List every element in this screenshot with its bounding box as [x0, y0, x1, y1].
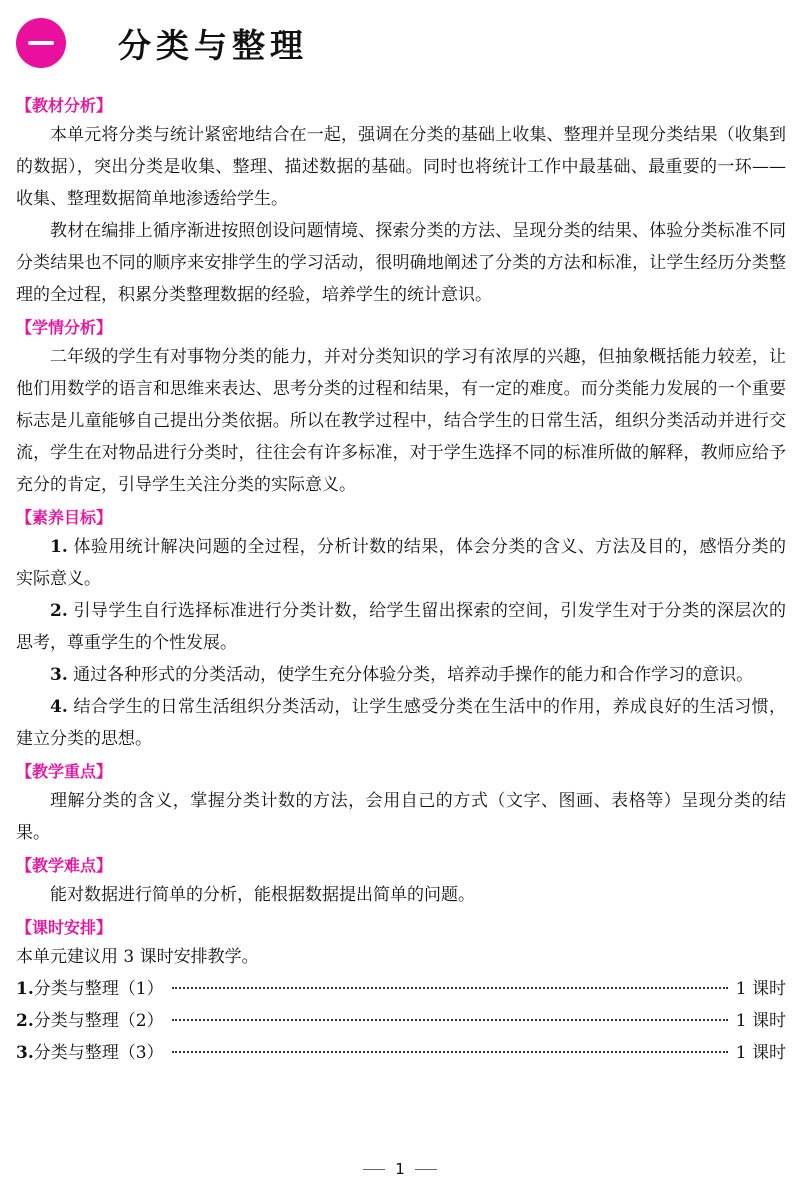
- goal-text: 引导学生自行选择标准进行分类计数，给学生留出探索的空间，引发学生对于分类的深层次的思考，尊重学生的个性发展。: [16, 601, 786, 653]
- goal-item-1: [16, 531, 786, 595]
- schedule-lesson-name: 分类与整理（3）: [33, 1043, 164, 1063]
- goal-number: 1.: [50, 537, 68, 557]
- dot-leader: [172, 1019, 728, 1021]
- section-heading-teaching-key-points: 【教学重点】: [16, 762, 113, 781]
- section-heading-teaching-difficulties: 【教学难点】: [16, 856, 113, 875]
- schedule-lesson-name: 分类与整理（2）: [33, 1011, 164, 1031]
- goal-number: 2.: [50, 601, 68, 621]
- unit-header: [16, 18, 308, 68]
- dot-leader: [172, 1051, 728, 1053]
- schedule-hours: 1 课时: [735, 1011, 786, 1031]
- schedule-hours: 1 课时: [735, 1043, 786, 1063]
- schedule-number: 2.: [16, 1011, 34, 1031]
- schedule-lesson-name: 分类与整理（1）: [33, 979, 164, 999]
- schedule-row-3: [16, 1037, 786, 1069]
- goal-item-3: [16, 659, 786, 691]
- textbook-analysis-paragraph-2: 教材在编排上循序渐进按照创设问题情境、探索分类的方法、呈现分类的结果、体验分类标准不同分类结果也不同的顺序来安排学生的学习活动，很明确地阐述了分类的方法和标准，让学生经历分类整理的全过程，积累分类整理数据的经验，培养学生的统计意识。: [16, 221, 786, 305]
- goal-text: 体验用统计解决问题的全过程，分析计数的结果，体会分类的含义、方法及目的，感悟分类的实际意义。: [16, 537, 786, 589]
- schedule-row-1: [16, 973, 786, 1005]
- section-heading-class-schedule: 【课时安排】: [16, 918, 113, 937]
- section-heading-textbook-analysis: 【教材分析】: [16, 96, 113, 115]
- goal-text: 结合学生的日常生活组织分类活动，让学生感受分类在生活中的作用，养成良好的生活习惯，建立分类的思想。: [16, 697, 786, 749]
- teaching-difficulties-paragraph: 能对数据进行简单的分析，能根据数据提出简单的问题。: [50, 885, 475, 905]
- footer-dash-right: [415, 1169, 437, 1170]
- dot-leader: [172, 987, 728, 989]
- schedule-number: 1.: [16, 979, 34, 999]
- unit-title: 分类与整理: [118, 25, 308, 65]
- unit-number-one-glyph: [28, 41, 54, 45]
- unit-number-badge: [16, 18, 66, 68]
- schedule-hours: 1 课时: [735, 979, 786, 999]
- goal-number: 4.: [50, 697, 68, 717]
- section-heading-student-analysis: 【学情分析】: [16, 318, 113, 337]
- footer-dash-left: [363, 1169, 385, 1170]
- goal-item-4: [16, 691, 786, 755]
- schedule-row-2: [16, 1005, 786, 1037]
- goal-item-2: [16, 595, 786, 659]
- schedule-number: 3.: [16, 1043, 34, 1063]
- goal-number: 3.: [50, 665, 68, 685]
- page-content: [16, 92, 786, 1069]
- section-heading-literacy-goals: 【素养目标】: [16, 508, 113, 527]
- textbook-analysis-paragraph-1: 本单元将分类与统计紧密地结合在一起，强调在分类的基础上收集、整理并呈现分类结果（收集到的数据），突出分类是收集、整理、描述数据的基础。同时也将统计工作中最基础、最重要的一环——收集、整理数据简单地渗透给学生。: [16, 125, 786, 209]
- schedule-intro: 本单元建议用 3 课时安排教学。: [16, 947, 259, 967]
- goal-text: 通过各种形式的分类活动，使学生充分体验分类，培养动手操作的能力和合作学习的意识。: [67, 665, 754, 685]
- page-number: 1: [395, 1160, 405, 1178]
- student-analysis-paragraph: 二年级的学生有对事物分类的能力，并对分类知识的学习有浓厚的兴趣，但抽象概括能力较差，让他们用数学的语言和思维来表达、思考分类的过程和结果，有一定的难度。而分类能力发展的一个重要标志是儿童能够自己提出分类依据。所以在教学过程中，结合学生的日常生活，组织分类活动并进行交流，学生在对物品进行分类时，往往会有许多标准，对于学生选择不同的标准所做的解释，教师应给予充分的肯定，引导学生关注分类的实际意义。: [16, 347, 786, 495]
- page-footer: [0, 1160, 800, 1178]
- teaching-key-points-paragraph: 理解分类的含义，掌握分类计数的方法，会用自己的方式（文字、图画、表格等）呈现分类的结果。: [16, 791, 786, 843]
